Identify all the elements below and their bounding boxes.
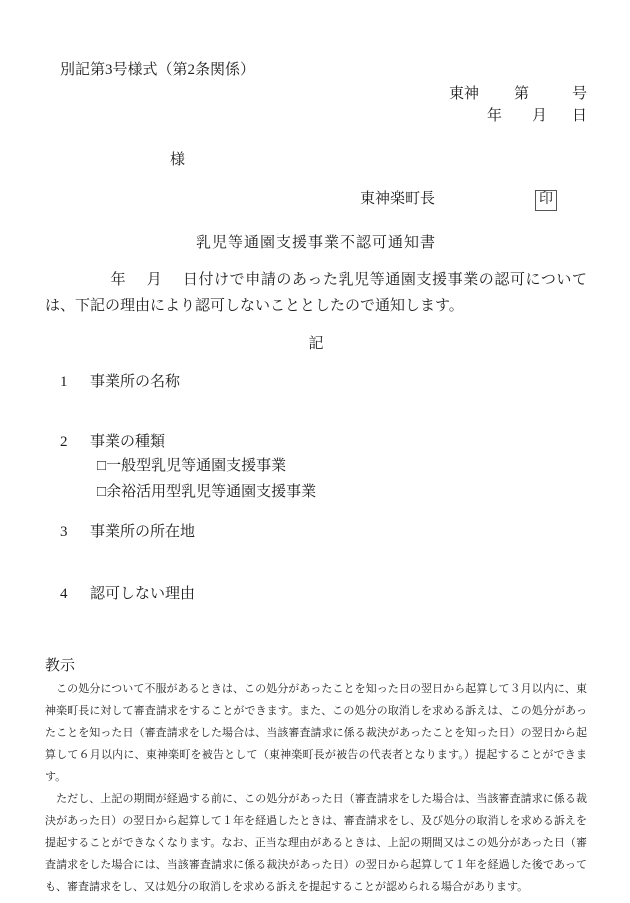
item-4-number: 4 <box>60 586 68 602</box>
form-label: 別記第3号様式（第2条関係） <box>60 62 256 78</box>
record-marker: 記 <box>308 336 324 352</box>
doc-number-value-blank <box>529 97 572 98</box>
item-1-number: 1 <box>60 374 68 390</box>
sender-title: 東神楽町長 <box>360 191 436 207</box>
doc-number-prefix: 東神 <box>448 86 479 102</box>
body-text: 日付けで申請のあった乳児等通園支援事業の認可については、下記の理由により認可しないこととしたので通知します。 <box>45 272 587 314</box>
notice-paragraph-2: ただし、上記の期間が経過する前に、この処分があった日（審査請求をした場合は、当該審査請求に係る裁決があった日）の翌日から起算して１年を経過したときは、審査請求をし、及び処分の取消しを求める訴えを提起することができなくなります。なお、正当な理由があるときは、上記の期間又はこの処分があった日（審査請求をした場合には、当該審査請求に係る裁決があった日）の翌日から起算して１年を経過した後であっても、審査請求をし、又は処分の取消しを求める訴えを提起することが認められる場合があります。 <box>45 793 587 893</box>
day-label: 日 <box>571 108 587 124</box>
seal-stamp-icon: 印 <box>535 190 557 211</box>
addressee-line <box>45 150 587 170</box>
item-1-label: 事業所の名称 <box>90 374 181 390</box>
item-3-number: 3 <box>60 524 68 540</box>
checkbox-icon[interactable]: □ <box>97 484 107 500</box>
date-line <box>45 106 587 126</box>
doc-number-counter: 第 <box>513 86 529 102</box>
sender-line <box>45 189 587 211</box>
item-4-label: 認可しない理由 <box>90 586 196 602</box>
option-general-type-label: 一般型乳児等通園支援事業 <box>106 458 287 474</box>
checkbox-icon[interactable]: □ <box>97 458 107 474</box>
body-year-blank <box>45 283 110 284</box>
body-paragraph <box>45 267 587 319</box>
doc-number-blank <box>479 97 514 98</box>
document-title: 乳児等通園支援事業不認可通知書 <box>195 235 436 251</box>
year-label: 年 <box>486 108 502 124</box>
day-blank <box>547 119 572 120</box>
notice-paragraph-1: この処分について不服があるときは、この処分があったことを知った日の翌日から起算して３月以内に、東神楽町長に対して審査請求をすることができます。また、この処分の取消しを求める訴えは、この処分があったことを知った日（審査請求をした場合は、当該審査請求に係る裁決があったことを知った日）の翌日から起算して６月以内に、東神楽町を被告として（東神楽町長が被告の代表者となります。）提起することができます。 <box>45 683 587 783</box>
item-business-type <box>60 432 587 452</box>
doc-number-suffix: 号 <box>571 86 587 102</box>
doc-number-line <box>45 84 587 104</box>
item-2-number: 2 <box>60 434 68 450</box>
body-day-blank <box>162 283 182 284</box>
notice-heading: 教示 <box>45 658 76 674</box>
body-month-label: 月 <box>146 272 163 288</box>
body-month-blank <box>126 283 146 284</box>
item-business-name <box>60 372 587 392</box>
item-refusal-reason <box>60 584 587 604</box>
item-2-label: 事業の種類 <box>90 434 166 450</box>
month-blank <box>502 119 532 120</box>
item-business-address <box>60 522 587 542</box>
month-label: 月 <box>531 108 547 124</box>
body-year-label: 年 <box>110 272 127 288</box>
option-surplus-type-label: 余裕活用型乳児等通園支援事業 <box>106 484 317 500</box>
option-general-type <box>97 455 587 478</box>
addressee-honorific: 様 <box>170 152 186 168</box>
option-surplus-type <box>97 481 587 504</box>
item-3-label: 事業所の所在地 <box>90 524 196 540</box>
